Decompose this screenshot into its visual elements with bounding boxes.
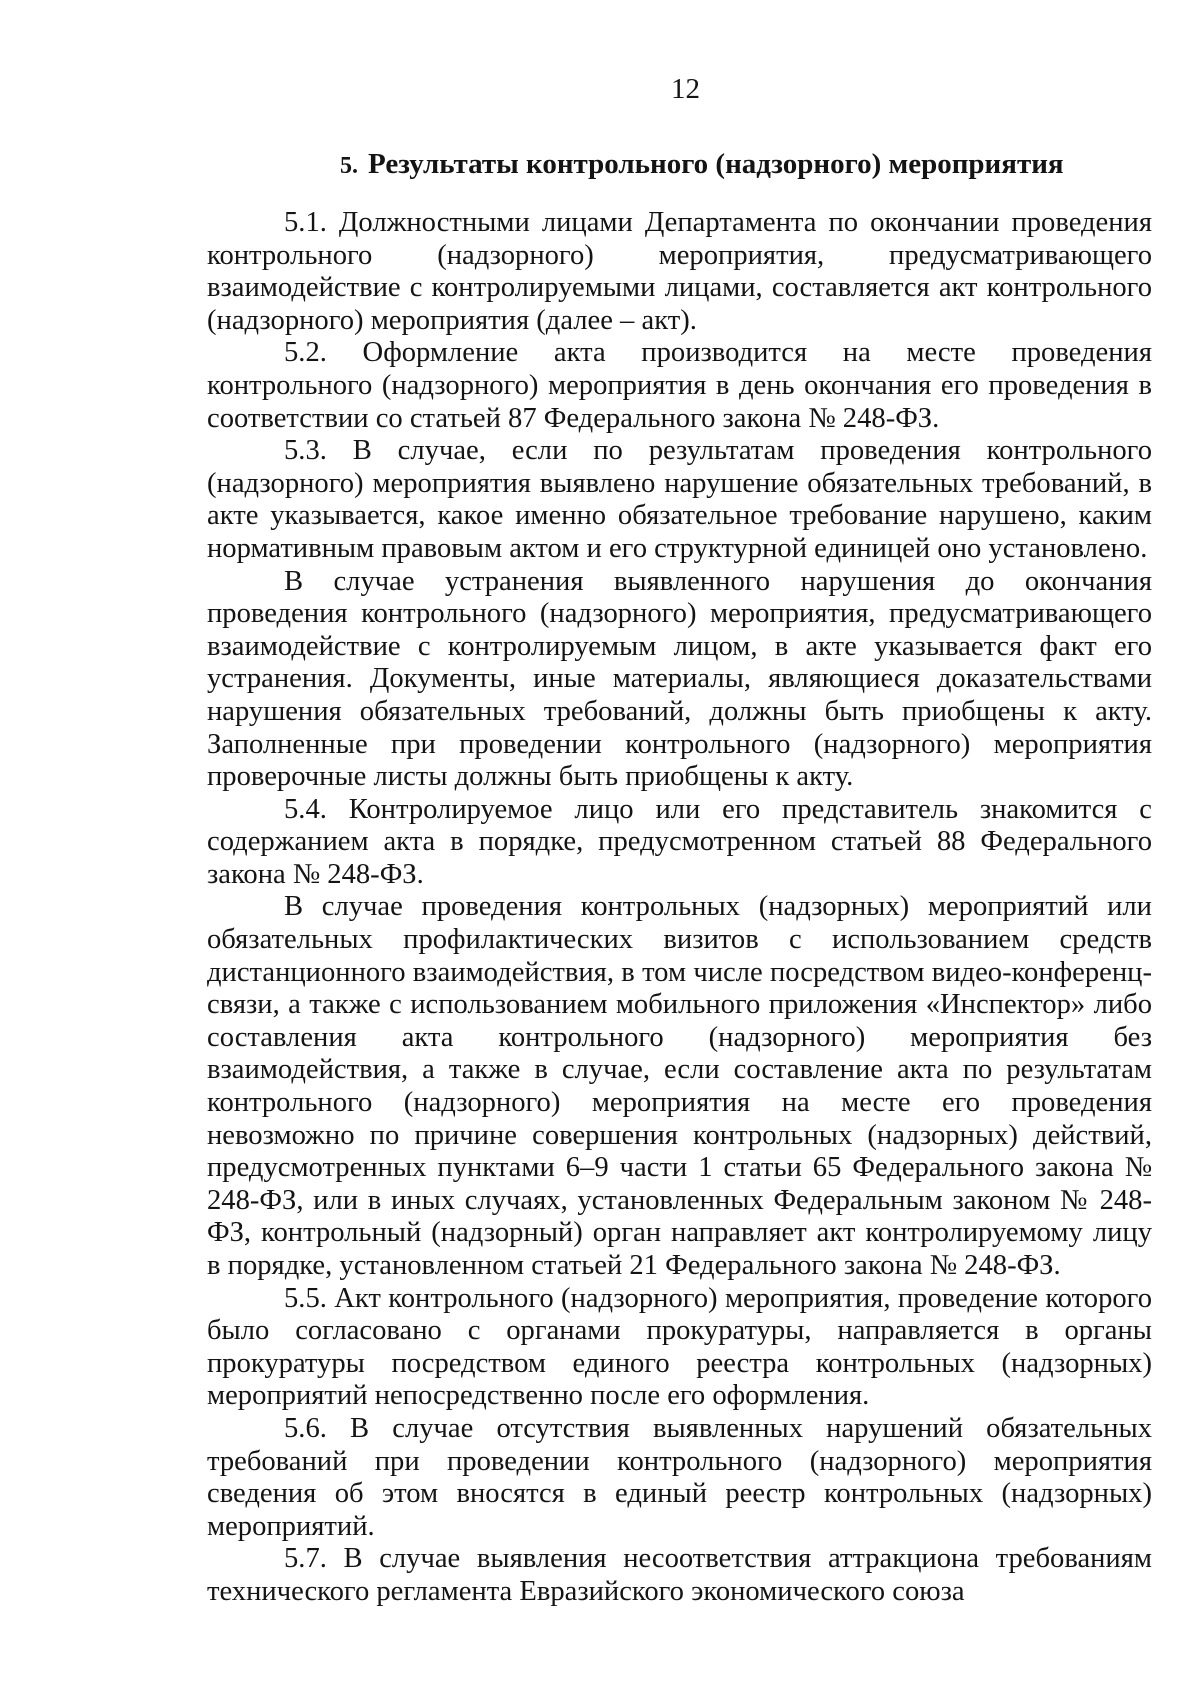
paragraph-5-5: 5.5. Акт контрольного (надзорного) мероприятия, проведение которого было согласовано с органами прокуратуры, направляется в органы прокуратуры посредством единого реестра контрольных (надзорных) мероприятий непосредственно после его оформления. — [207, 1282, 1152, 1412]
paragraph-5-3: 5.3. В случае, если по результатам проведения контрольного (надзорного) мероприятия выявлено нарушение обязательных требований, в акте указывается, какое именно обязательное требование нарушено, каким нормативным правовым актом и его структурной единицей оно установлено. — [207, 435, 1152, 564]
section-title: Результаты контрольного (надзорного) мероприятия — [368, 148, 1064, 180]
paragraph-5-2: 5.2. Оформление акта производится на месте проведения контрольного (надзорного) мероприятия в день окончания его проведения в соответствии со статьей 87 Федерального закона № 248-ФЗ. — [207, 337, 1152, 434]
paragraph-5-4: 5.4. Контролируемое лицо или его представитель знакомится с содержанием акта в порядке, предусмотренном статьей 88 Федерального закона № 248-ФЗ. — [207, 793, 1152, 890]
paragraph-5-3-continued: В случае устранения выявленного нарушения до окончания проведения контрольного (надзорного) мероприятия, предусматривающего взаимодействие с контролируемым лицом, в акте указывается факт его устранения. Документы, иные материалы, являющиеся доказательствами нарушения обязательных требований, должны быть приобщены к акту. Заполненные при проведении контрольного (надзорного) мероприятия проверочные листы должны быть приобщены к акту. — [207, 565, 1152, 793]
paragraph-5-4-continued: В случае проведения контрольных (надзорных) мероприятий или обязательных профилактических визитов с использованием средств дистанционного взаимодействия, в том числе посредством видео-конференц-связи, а также с использованием мобильного приложения «Инспектор» либо составления акта контрольного (надзорного) мероприятия без взаимодействия, а также в случае, если составление акта по результатам контрольного (надзорного) мероприятия на месте его проведения невозможно по причине совершения контрольных (надзорных) действий, предусмотренных пунктами 6–9 части 1 статьи 65 Федерального закона № 248-ФЗ, или в иных случаях, установленных Федеральным законом № 248-ФЗ, контрольный (надзорный) орган направляет акт контролируемому лицу в порядке, установленном статьей 21 Федерального закона № 248-ФЗ. — [207, 891, 1152, 1281]
document-body — [207, 207, 1152, 1609]
paragraph-5-1: 5.1. Должностными лицами Департамента по окончании проведения контрольного (надзорного) мероприятия, предусматривающего взаимодействие с контролируемыми лицами, составляется акт контрольного (надзорного) мероприятия (далее – акт). — [207, 207, 1152, 336]
page-number: 12 — [671, 73, 700, 105]
paragraph-5-6: 5.6. В случае отсутствия выявленных нарушений обязательных требований при проведении контрольного (надзорного) мероприятия сведения об этом вносятся в единый реестр контрольных (надзорных) мероприятий. — [207, 1412, 1152, 1542]
paragraph-5-7: 5.7. В случае выявления несоответствия аттракциона требованиям технического регламента Евразийского экономического союза — [207, 1543, 1152, 1607]
section-number: 5. — [340, 153, 358, 179]
section-heading — [340, 147, 1064, 183]
